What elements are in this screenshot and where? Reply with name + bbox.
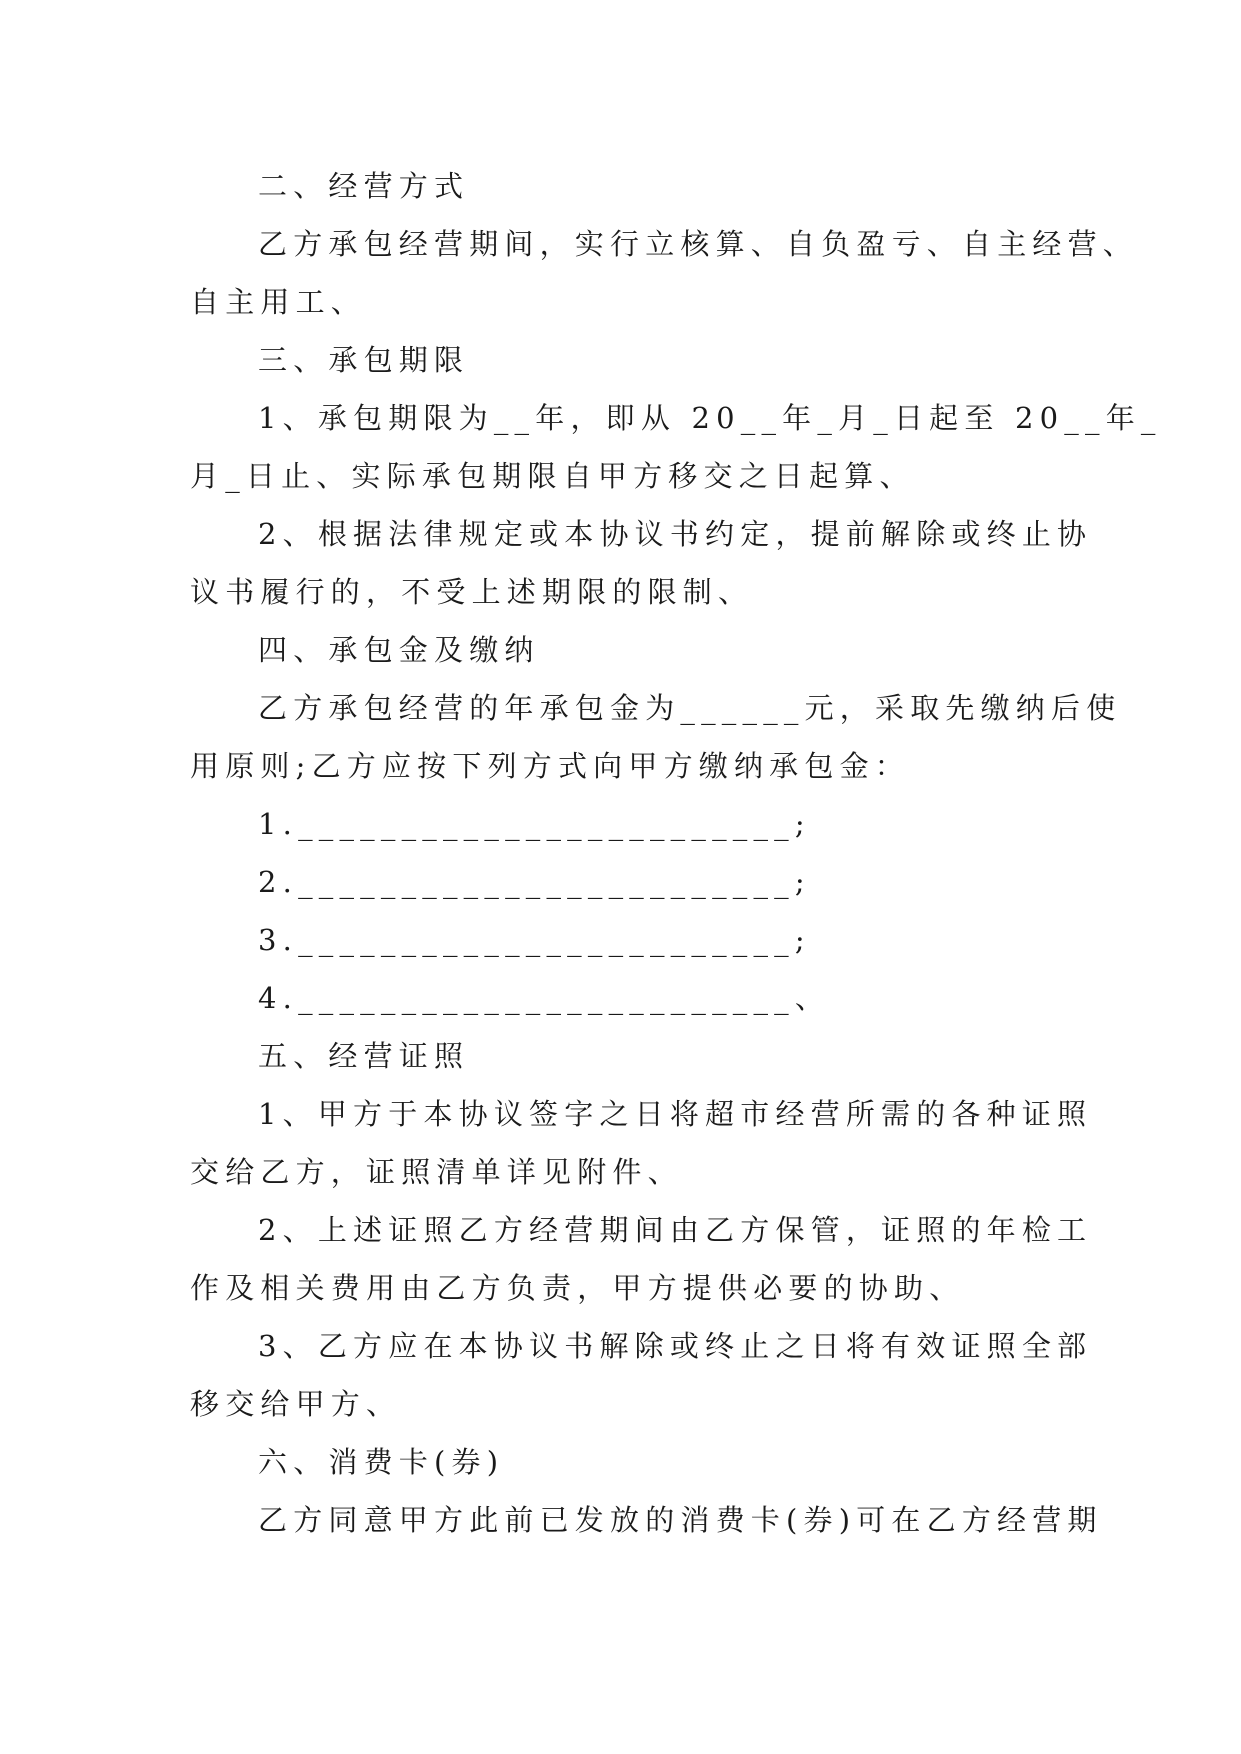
section-heading-contract-fee: 四、承包金及缴纳 bbox=[258, 633, 540, 667]
paragraph-line: 交给乙方，证照清单详见附件、 bbox=[190, 1155, 683, 1189]
paragraph-line: 1、甲方于本协议签字之日将超市经营所需的各种证照 bbox=[258, 1097, 1093, 1131]
paragraph-line: 乙方同意甲方此前已发放的消费卡(券)可在乙方经营期 bbox=[258, 1503, 1103, 1537]
list-item-blank: 2.________________________; bbox=[258, 865, 811, 899]
paragraph-line: 2、根据法律规定或本协议书约定，提前解除或终止协 bbox=[258, 517, 1093, 551]
list-item-blank: 1.________________________; bbox=[258, 807, 811, 841]
paragraph-line: 自主用工、 bbox=[190, 285, 367, 319]
section-heading-business-mode: 二、经营方式 bbox=[258, 169, 470, 203]
section-heading-business-license: 五、经营证照 bbox=[258, 1039, 470, 1073]
paragraph-line: 用原则;乙方应按下列方式向甲方缴纳承包金： bbox=[190, 749, 910, 783]
paragraph-line: 乙方承包经营的年承包金为______元，采取先缴纳后使 bbox=[258, 691, 1122, 725]
paragraph-line: 乙方承包经营期间，实行立核算、自负盈亏、自主经营、 bbox=[258, 227, 1139, 261]
section-heading-contract-term: 三、承包期限 bbox=[258, 343, 470, 377]
paragraph-line: 1、承包期限为__年，即从 20__年_月_日起至 20__年_ bbox=[258, 401, 1162, 435]
list-item-blank: 4.________________________、 bbox=[258, 981, 831, 1015]
list-item-blank: 3.________________________; bbox=[258, 923, 811, 957]
paragraph-line: 作及相关费用由乙方负责，甲方提供必要的协助、 bbox=[190, 1271, 965, 1305]
paragraph-line: 2、上述证照乙方经营期间由乙方保管，证照的年检工 bbox=[258, 1213, 1093, 1247]
paragraph-line: 移交给甲方、 bbox=[190, 1387, 402, 1421]
paragraph-line: 议书履行的，不受上述期限的限制、 bbox=[190, 575, 754, 609]
paragraph-line: 3、乙方应在本协议书解除或终止之日将有效证照全部 bbox=[258, 1329, 1093, 1363]
paragraph-line: 月_日止、实际承包期限自甲方移交之日起算、 bbox=[190, 459, 915, 493]
section-heading-consumer-cards: 六、消费卡(券) bbox=[258, 1445, 505, 1479]
